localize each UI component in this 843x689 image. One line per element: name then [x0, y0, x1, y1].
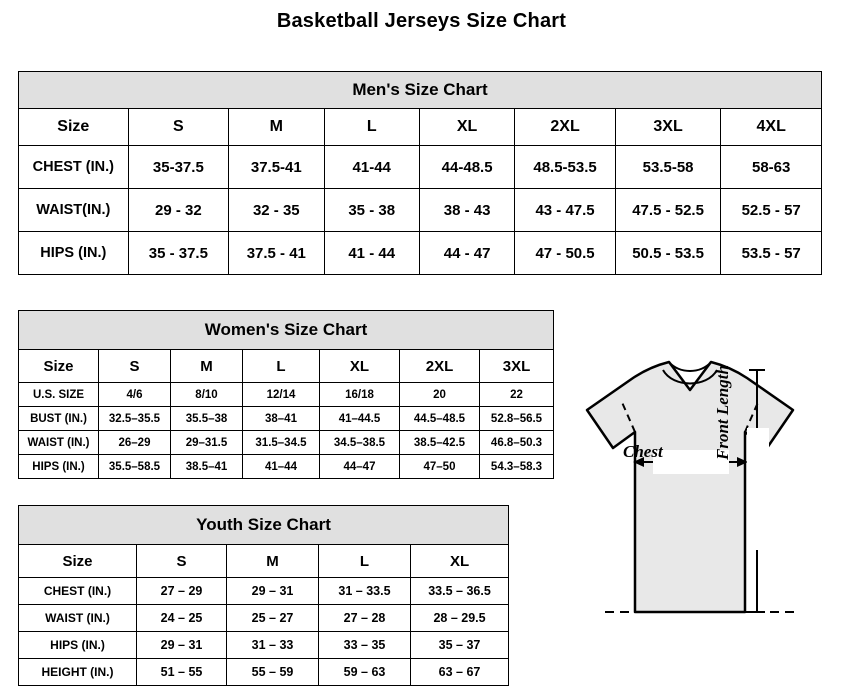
page-title: Basketball Jerseys Size Chart	[276, 10, 567, 32]
jersey-outline-icon	[545, 340, 835, 670]
table-cell: 63 – 67	[411, 659, 509, 686]
table-row	[19, 632, 509, 659]
table-cell: 43 - 47.5	[515, 189, 615, 232]
table-cell: 35 – 37	[411, 632, 509, 659]
table-cell: 53.5 - 57	[721, 232, 822, 275]
column-header: S	[128, 109, 228, 146]
table-cell: 51 – 55	[137, 659, 227, 686]
table-cell: 32.5–35.5	[99, 407, 171, 431]
table-cell: 52.5 - 57	[721, 189, 822, 232]
youth-size-chart-table	[18, 505, 509, 686]
table-cell: 38 - 43	[419, 189, 514, 232]
table-cell: 37.5 - 41	[229, 232, 324, 275]
table-cell: 29 – 31	[137, 632, 227, 659]
row-label: HEIGHT (IN.)	[19, 659, 137, 686]
column-header: 3XL	[615, 109, 721, 146]
row-label: U.S. SIZE	[19, 383, 99, 407]
table-cell: 44-48.5	[419, 146, 514, 189]
mens-size-chart-table	[18, 71, 822, 275]
table-cell: 35.5–58.5	[99, 455, 171, 479]
column-header: 2XL	[400, 350, 480, 383]
row-label: CHEST (IN.)	[19, 578, 137, 605]
table-cell: 4/6	[99, 383, 171, 407]
table-cell: 35.5–38	[171, 407, 243, 431]
table-cell: 44–47	[320, 455, 400, 479]
table-cell: 41–44	[243, 455, 320, 479]
table-header-row	[19, 545, 509, 578]
column-header: M	[227, 545, 319, 578]
table-row	[19, 189, 822, 232]
table-caption-row	[19, 506, 509, 545]
table-cell: 24 – 25	[137, 605, 227, 632]
table-cell: 27 – 28	[319, 605, 411, 632]
column-header: XL	[419, 109, 514, 146]
table-cell: 46.8–50.3	[480, 431, 554, 455]
table-cell: 29 - 32	[128, 189, 228, 232]
table-cell: 47–50	[400, 455, 480, 479]
table-cell: 44.5–48.5	[400, 407, 480, 431]
table-row	[19, 431, 554, 455]
column-header: 3XL	[480, 350, 554, 383]
table-row	[19, 455, 554, 479]
table-cell: 47.5 - 52.5	[615, 189, 721, 232]
table-cell: 55 – 59	[227, 659, 319, 686]
table-cell: 33 – 35	[319, 632, 411, 659]
table-row	[19, 383, 554, 407]
table-cell: 35 - 38	[324, 189, 419, 232]
table-cell: 54.3–58.3	[480, 455, 554, 479]
table-row	[19, 578, 509, 605]
womens-chart-caption: Women's Size Chart	[19, 311, 554, 350]
table-cell: 50.5 - 53.5	[615, 232, 721, 275]
row-label: WAIST(IN.)	[19, 189, 129, 232]
table-cell: 58-63	[721, 146, 822, 189]
table-cell: 20	[400, 383, 480, 407]
table-row	[19, 407, 554, 431]
table-row	[19, 146, 822, 189]
table-caption-row	[19, 72, 822, 109]
table-cell: 35 - 37.5	[128, 232, 228, 275]
front-length-measure-label: Front Length	[713, 365, 732, 460]
table-cell: 41-44	[324, 146, 419, 189]
column-header: 2XL	[515, 109, 615, 146]
table-cell: 38.5–42.5	[400, 431, 480, 455]
column-header: Size	[19, 109, 129, 146]
table-cell: 25 – 27	[227, 605, 319, 632]
column-header: L	[243, 350, 320, 383]
table-cell: 27 – 29	[137, 578, 227, 605]
row-label: HIPS (IN.)	[19, 232, 129, 275]
table-cell: 38–41	[243, 407, 320, 431]
column-header: Size	[19, 545, 137, 578]
table-cell: 8/10	[171, 383, 243, 407]
table-cell: 37.5-41	[229, 146, 324, 189]
column-header: 4XL	[721, 109, 822, 146]
table-cell: 35-37.5	[128, 146, 228, 189]
table-header-row	[19, 350, 554, 383]
table-cell: 29 – 31	[227, 578, 319, 605]
row-label: WAIST (IN.)	[19, 605, 137, 632]
column-header: L	[324, 109, 419, 146]
column-header: L	[319, 545, 411, 578]
table-row	[19, 232, 822, 275]
column-header: M	[229, 109, 324, 146]
table-cell: 31 – 33.5	[319, 578, 411, 605]
table-cell: 48.5-53.5	[515, 146, 615, 189]
table-cell: 16/18	[320, 383, 400, 407]
table-cell: 22	[480, 383, 554, 407]
row-label: CHEST (IN.)	[19, 146, 129, 189]
table-cell: 59 – 63	[319, 659, 411, 686]
row-label: HIPS (IN.)	[19, 455, 99, 479]
column-header: Size	[19, 350, 99, 383]
table-caption-row	[19, 311, 554, 350]
row-label: BUST (IN.)	[19, 407, 99, 431]
row-label: HIPS (IN.)	[19, 632, 137, 659]
table-cell: 34.5–38.5	[320, 431, 400, 455]
table-cell: 53.5-58	[615, 146, 721, 189]
youth-chart-caption: Youth Size Chart	[19, 506, 509, 545]
table-cell: 47 - 50.5	[515, 232, 615, 275]
table-cell: 52.8–56.5	[480, 407, 554, 431]
chest-measure-label: Chest	[623, 442, 663, 461]
table-cell: 41 - 44	[324, 232, 419, 275]
table-header-row	[19, 109, 822, 146]
shirt-measurement-diagram	[545, 340, 835, 670]
table-cell: 41–44.5	[320, 407, 400, 431]
table-cell: 28 – 29.5	[411, 605, 509, 632]
mens-chart-caption: Men's Size Chart	[19, 72, 822, 109]
column-header: XL	[411, 545, 509, 578]
column-header: M	[171, 350, 243, 383]
table-cell: 38.5–41	[171, 455, 243, 479]
table-cell: 26–29	[99, 431, 171, 455]
table-cell: 44 - 47	[419, 232, 514, 275]
table-cell: 32 - 35	[229, 189, 324, 232]
column-header: XL	[320, 350, 400, 383]
table-cell: 31.5–34.5	[243, 431, 320, 455]
column-header: S	[137, 545, 227, 578]
womens-size-chart-table	[18, 310, 554, 479]
table-cell: 29–31.5	[171, 431, 243, 455]
row-label: WAIST (IN.)	[19, 431, 99, 455]
table-cell: 33.5 – 36.5	[411, 578, 509, 605]
table-row	[19, 605, 509, 632]
column-header: S	[99, 350, 171, 383]
table-row	[19, 659, 509, 686]
table-cell: 31 – 33	[227, 632, 319, 659]
table-cell: 12/14	[243, 383, 320, 407]
